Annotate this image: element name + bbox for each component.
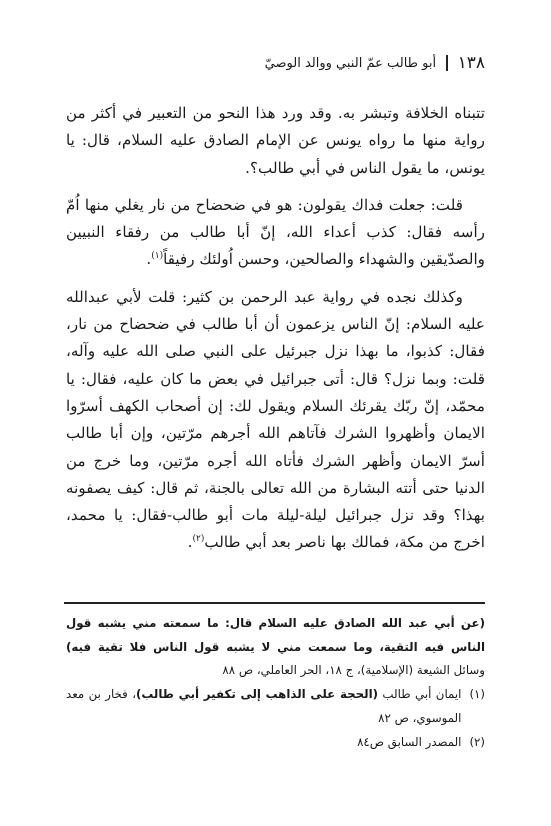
footnote-item bbox=[66, 683, 485, 730]
footnotes bbox=[66, 612, 485, 754]
footnote-marker: (١) bbox=[151, 251, 164, 262]
footnote-continuation: (عن أبي عبد الله الصادق عليه السلام قال: ما سمعته مني يشبه قول الناس فيه التقية، وما سمعت مني لا يشبه قول الناس فلا تقية فيه) وسائل الشيعة (الإسلامية)، ج ١٨، الحر العاملي، ص ٨٨ bbox=[66, 616, 485, 678]
footnote-text: المصدر السابق ص٨٤ bbox=[357, 734, 462, 749]
footnote-item bbox=[66, 731, 485, 755]
footnote-marker: (٢) bbox=[192, 534, 205, 545]
main-text bbox=[66, 100, 485, 567]
footnote-number: (٢) bbox=[469, 734, 485, 749]
footnote-divider bbox=[64, 602, 485, 604]
paragraph: تتبناه الخلافة وتبشر به. وقد ورد هذا النحو من التعبير في أكثر من رواية منها ما رواه يونس عن الإمام الصادق عليه السلام، قال: يا يونس، ما يقول الناس في أبي طالب؟. bbox=[66, 104, 485, 177]
footnote-text: ايمان أبي طالب (الحجة على الذاهب إلى تكفير أبي طالب)، فخار بن معد الموسوي، ص ٨٢ bbox=[66, 687, 462, 725]
page-number: ١٣٨ bbox=[457, 53, 485, 73]
footnote-number: (١) bbox=[469, 687, 485, 702]
paragraph: قلت: جعلت فداك يقولون: هو في ضحضاح من نار يغلي منها اُمّ رأسه فقال: كذب أعداء الله، إنّ أبا طالب من رفقاء النبيين والصدّيقين والشهداء والصالحين، وحسن اُولئك رفيقاً$^{(١)}$. bbox=[66, 195, 485, 269]
running-title: أبو طالب عمّ النبي ووالد الوصيّ bbox=[264, 55, 437, 71]
header-divider bbox=[446, 55, 448, 71]
page-header bbox=[66, 52, 485, 74]
paragraph: وكذلك نجده في رواية عبد الرحمن بن كثير: قلت لأبي عبدالله عليه السلام: إنّ الناس يزعمون أن أبا طالب في ضحضاح من نار، فقال: كذبوا، ما بهذا نزل جبرئيل على النبي صلى الله عليه وآله، قلت: وبما نزل؟ قال: أتى جبرائيل في بعض ما كان عليه، فقال: يا محمّد، إنّ ربّك يقرئك السلام ويقول لك: إن أصحاب الكهف أسرّوا الايمان وأظهروا الشرك فآتاهم الله أجرهم مرّتين، وإن أبا طالب أسرّ الايمان وأظهر الشرك فأتاه الله أجره مرّتين، وما خرج من الدنيا حتى أتته البشارة من الله تعالى بالجنة، ثم قال: كيف يصفونه بهذا؟ وقد نزل جبرائيل ليلة-ليلة مات أبو طالب-فقال: يا محمد، اخرج من مكة، فمالك بها ناصر بعد أبي طالب$^{(٢)}$. bbox=[66, 287, 485, 552]
